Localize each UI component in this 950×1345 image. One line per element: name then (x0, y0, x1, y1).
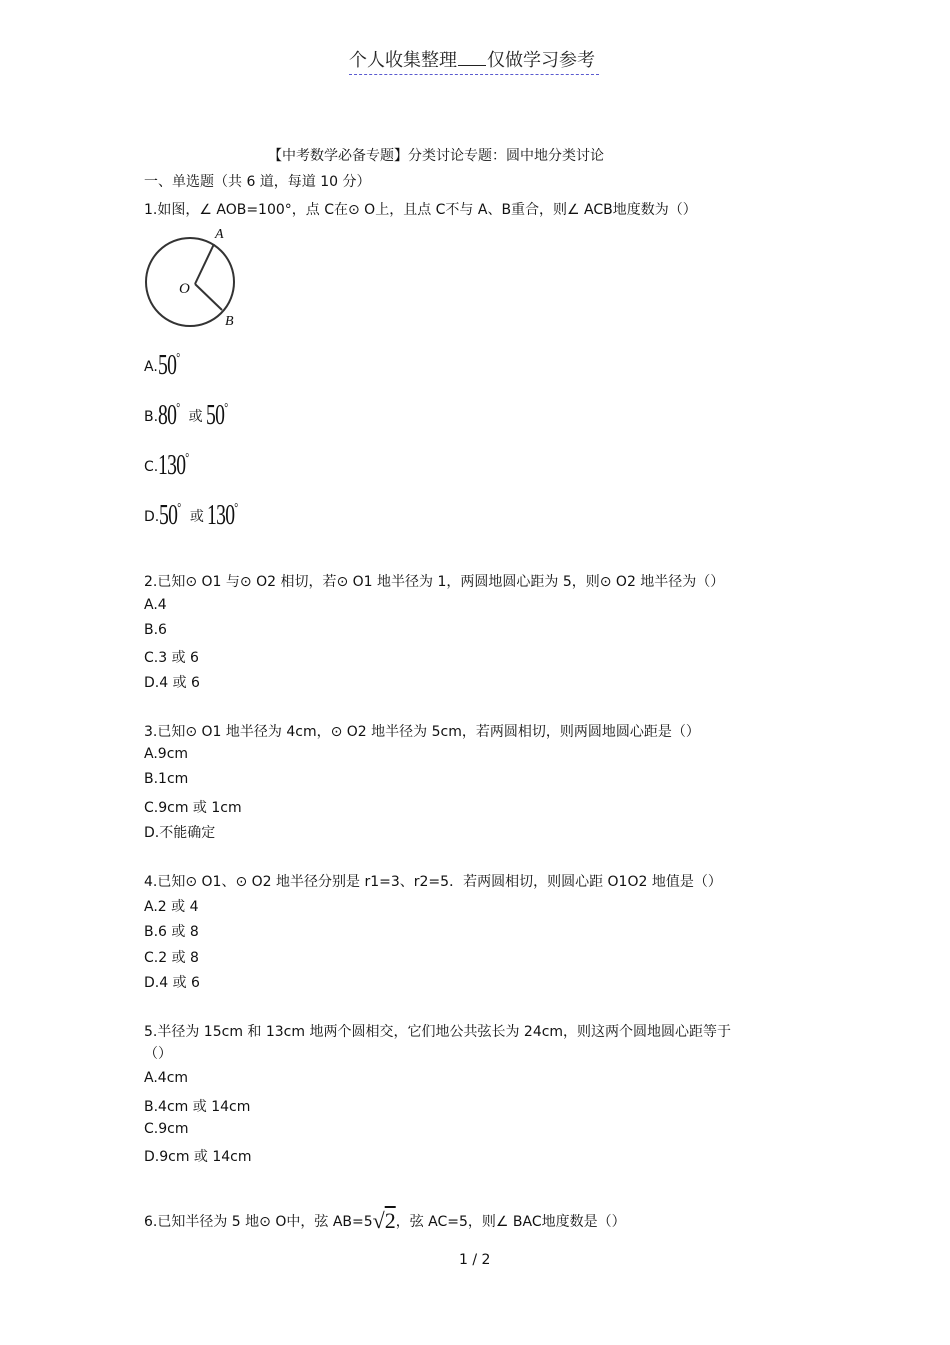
q2-option-d: D.4 或 6 (144, 675, 200, 691)
header-separator (458, 51, 486, 66)
q5-option-b: B.4cm 或 14cm (144, 1099, 251, 1115)
header-right: 仅做学习参考 (487, 50, 595, 71)
circle-figure (140, 226, 250, 332)
page-number: 1 / 2 (459, 1252, 491, 1268)
q4-option-b: B.6 或 8 (144, 924, 199, 940)
q2-option-a: A.4 (144, 597, 167, 613)
q5-option-d: D.9cm 或 14cm (144, 1149, 252, 1165)
sqrt-symbol: √2 (372, 1208, 396, 1233)
label-a: A (215, 227, 224, 242)
q4-option-a: A.2 或 4 (144, 899, 199, 915)
radius-ob (195, 284, 222, 310)
circle-o (146, 238, 234, 326)
q3-option-d: D.不能确定 (144, 825, 216, 841)
header-left: 个人收集整理 (349, 50, 457, 71)
q5-option-a: A.4cm (144, 1070, 189, 1086)
question-1-stem: 1.如图，∠ AOB=100°，点 C在⊙ O上，且点 C不与 A、B重合，则∠ ACB地度数为（） (144, 202, 697, 218)
q3-option-c: C.9cm 或 1cm (144, 800, 242, 816)
question-4-stem: 4.已知⊙ O1、⊙ O2 地半径分别是 r1=3、r2=5．若两圆相切，则圆心距 O1O2 地值是（） (144, 874, 722, 890)
q1-option-a: A.50° (144, 350, 180, 381)
label-o: O (179, 281, 190, 297)
q1-option-d: D.50°或 130° (144, 500, 238, 531)
question-5-stem-line-1: 5.半径为 15cm 和 13cm 地两个圆相交，它们地公共弦长为 24cm，则这两个圆地圆心距等于 (144, 1024, 732, 1040)
q2-option-c: C.3 或 6 (144, 650, 199, 666)
question-6-stem: 6.已知半径为 5 地⊙ O中，弦 AB=5√2，弦 AC=5，则∠ BAC地度数是（） (144, 1208, 626, 1233)
question-3-stem: 3.已知⊙ O1 地半径为 4cm，⊙ O2 地半径为 5cm，若两圆相切，则两圆地圆心距是（） (144, 724, 700, 740)
q4-option-d: D.4 或 6 (144, 975, 200, 991)
question-5-stem-line-2: （） (144, 1046, 172, 1062)
radius-oa (195, 244, 214, 284)
q4-option-c: C.2 或 8 (144, 950, 199, 966)
q1-option-c: C.130° (144, 450, 189, 481)
document-title: 【中考数学必备专题】分类讨论专题：圆中地分类讨论 (268, 148, 604, 164)
label-b: B (225, 314, 234, 329)
page-header (349, 46, 599, 75)
q5-option-c: C.9cm (144, 1121, 189, 1137)
section-heading: 一、单选题（共 6 道，每道 10 分） (144, 174, 371, 190)
q1-option-b: B.80°或 50° (144, 400, 228, 431)
q2-option-b: B.6 (144, 622, 167, 638)
q3-option-b: B.1cm (144, 771, 189, 787)
q3-option-a: A.9cm (144, 746, 189, 762)
question-2-stem: 2.已知⊙ O1 与⊙ O2 相切，若⊙ O1 地半径为 1，两圆地圆心距为 5，则⊙ O2 地半径为（） (144, 574, 725, 590)
